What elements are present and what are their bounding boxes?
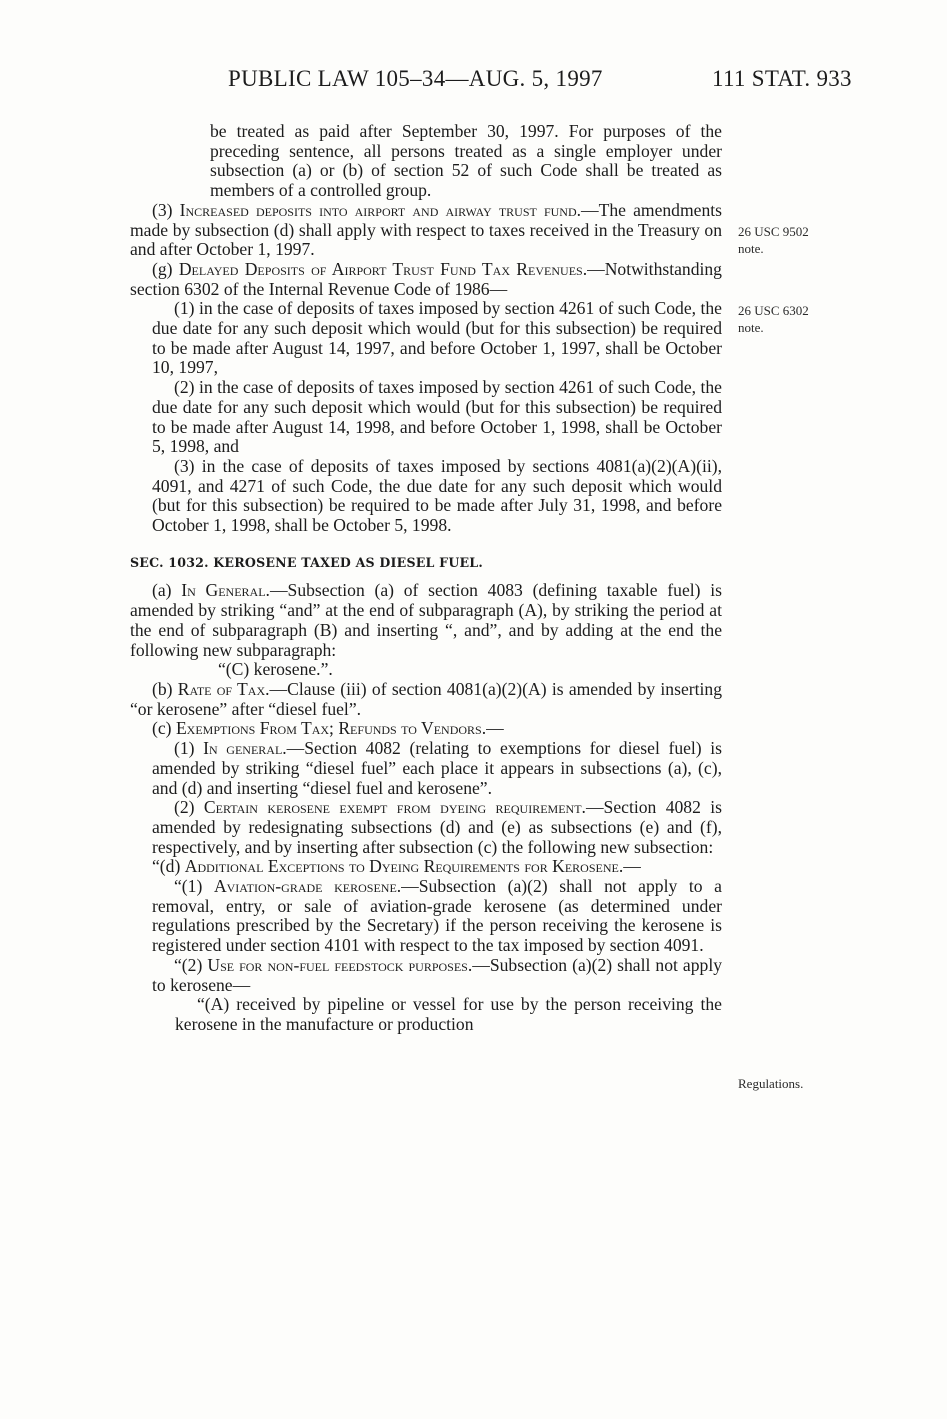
- running-header-page: 111 STAT. 933: [712, 66, 852, 91]
- paragraph-continuation-block: [130, 122, 722, 201]
- margin-note-usc-6302: 26 USC 6302 note.: [738, 303, 809, 335]
- paragraph-heading: Aviation-grade kerosene: [213, 876, 397, 897]
- paragraph-heading: In general: [203, 738, 283, 759]
- subsection-g-list: [130, 299, 722, 535]
- subsection-b: (b) Rate of Tax.—Clause (iii) of section 4081(a)(2)(A) is amended by inserting “or kerosene” after “diesel fuel”.: [130, 678, 722, 719]
- section-heading: SEC. 1032. KEROSENE TAXED AS DIESEL FUEL.: [130, 554, 483, 570]
- subsection-g: (g) Delayed Deposits of Airport Trust Fund Tax Revenues.—Notwithstanding section 6302 of the Internal Revenue Code of 1986—: [130, 258, 722, 299]
- body-text: [130, 122, 722, 1035]
- quoted-subsection-d: “(d) Additional Exceptions to Dyeing Requirements for Kerosene.—: [152, 856, 641, 877]
- margin-note-regulations: Regulations.: [738, 1076, 804, 1091]
- list-item: (1) In general.—Section 4082 (relating to exemptions for diesel fuel) is amended by striking “diesel fuel” each place it appears in subsections (a), (c), and (d) and inserting “diesel fuel and kerosene”.: [152, 738, 723, 798]
- paragraph-continuation: be treated as paid after September 30, 1997. For purposes of the preceding sentence, all persons treated as a single employer under subsection (a) or (b) of section 52 of such Code shall be treated as members of a controlled group.: [210, 121, 722, 201]
- list-item: (2) in the case of deposits of taxes imposed by section 4261 of such Code, the due date for any such deposit which would (but for this subsection) be required to be made after August 14, 1998, and before October 1, 1998, shall be October 5, 1998, and: [152, 377, 722, 457]
- running-header-title: PUBLIC LAW 105–34—AUG. 5, 1997: [228, 66, 603, 91]
- list-item: (2) Certain kerosene exempt from dyeing requirement.—Section 4082 is amended by redesignating subsections (d) and (e) as subsections (e) and (f), respectively, and by inserting after subsection (c) the following new subsection:: [152, 797, 723, 857]
- subsection-heading: Rate of Tax: [177, 678, 266, 699]
- paragraph-heading: Increased deposits into airport and airway trust fund: [179, 199, 577, 220]
- quoted-subparagraph: “(C) kerosene.”.: [218, 659, 333, 680]
- subsection-c: (c) Exemptions From Tax; Refunds to Vendors.—: [152, 718, 504, 739]
- subsection-a: (a) In General.—Subsection (a) of section 4083 (defining taxable fuel) is amended by striking “and” at the end of subparagraph (A), by striking the period at the end of subparagraph (B) and inserting “, and”, and by adding at the end the following new subparagraph:: [130, 580, 722, 660]
- quoted-subparagraph-block: [130, 995, 722, 1034]
- subsection-heading: Delayed Deposits of Airport Trust Fund Tax Revenues: [178, 258, 583, 279]
- list-item: (1) in the case of deposits of taxes imposed by section 4261 of such Code, the due date for any such deposit which would (but for this subsection) be required to be made after August 14, 1997, and before October 1, 1997, shall be October 10, 1997,: [152, 298, 722, 378]
- list-item: (3) in the case of deposits of taxes imposed by sections 4081(a)(2)(A)(ii), 4091, and 4271 of such Code, the due date for any such deposit which would (but for this subsection) be required to be made after July 31, 1998, and before October 1, 1998, shall be October 5, 1998.: [152, 455, 722, 536]
- subsection-heading: In General: [181, 580, 266, 601]
- subsection-heading: Additional Exceptions to Dyeing Requirements for Kerosene: [184, 856, 619, 877]
- list-item: “(1) Aviation-grade kerosene.—Subsection (a)(2) shall not apply to a removal, entry, or sale of aviation-grade kerosene (as determined under regulations prescribed by the Secretary) if the person receiving the kerosene is registered under section 4101 with respect to the tax imposed by section 4091.: [152, 876, 722, 956]
- list-item: “(A) received by pipeline or vessel for use by the person receiving the kerosene in the manufacture or production: [175, 994, 722, 1034]
- paragraph-heading: Certain kerosene exempt from dyeing requirement: [203, 797, 582, 818]
- paragraph-heading: Use for non-fuel feedstock purposes: [207, 954, 468, 975]
- quoted-subsection-d-list: [130, 877, 722, 995]
- subsection-heading: Exemptions From Tax; Refunds to Vendors: [175, 718, 482, 739]
- subsection-c-list: [130, 739, 722, 857]
- paragraph-3-airport-deposits: (3) Increased deposits into airport and airway trust fund.—The amendments made by subsection (d) shall apply with respect to taxes received in the Treasury on and after October 1, 1997.: [130, 199, 723, 260]
- list-item: “(2) Use for non-fuel feedstock purposes.—Subsection (a)(2) shall not apply to kerosene—: [152, 954, 722, 995]
- margin-note-usc-9502: 26 USC 9502 note.: [738, 224, 809, 256]
